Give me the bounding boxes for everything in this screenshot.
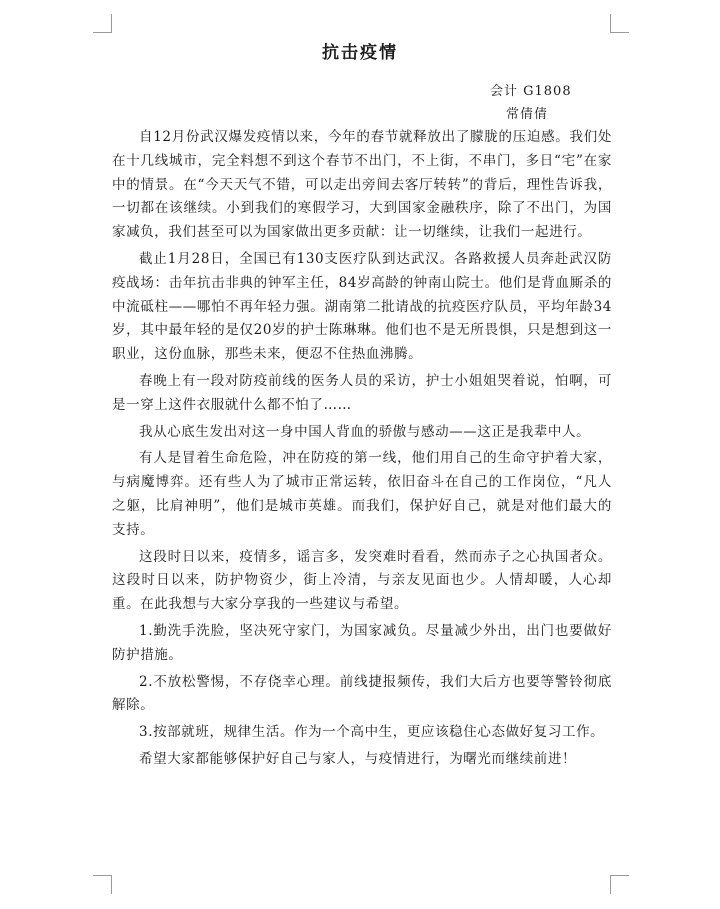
list-item: 1.勤洗手洗脸，坚决死守家门，为国家减负。尽量减少外出，出门也要做好防护措施。 bbox=[112, 622, 612, 663]
crop-mark-top-right bbox=[610, 14, 629, 33]
crop-mark-top-left bbox=[93, 14, 112, 33]
list-item: 2.不放松警惕，不存侥幸心理。前线捷报频传，我们大后方也要等警铃彻底解除。 bbox=[112, 673, 612, 714]
crop-mark-bottom-right bbox=[610, 875, 629, 894]
author-name: 常倩倩 bbox=[506, 107, 549, 122]
paragraph: 有人是冒着生命危险，冲在防疫的第一线，他们用自己的生命守护着大家，与病魔博弈。还有些人为了城市正常运转，依旧奋斗在自己的工作岗位，“凡人之躯，比肩神明”，他们是城市英雄。而我们，保护好自己，就是对他们最大的支持。 bbox=[112, 450, 612, 538]
paragraph: 截止1月28日，全国已有130支医疗队到达武汉。各路救援人员奔赴武汉防疫战场：击年抗击非典的钟军主任，84岁高龄的钟南山院士。他们是背血厮杀的中流砥柱——哪怕不再年轻力强。湖南第二批请战的抗疫医疗队员，平均年龄34岁，其中最年轻的是仅20岁的护士陈琳琳。他们也不是无所畏惧，只是想到这一职业，这份血脉，那些未来，便忍不住热血沸腾。 bbox=[112, 250, 612, 363]
paragraph: 春晚上有一段对防疫前线的医务人员的采访，护士小姐姐哭着说，怕啊，可是一穿上这件衣服就什么都不怕了…… bbox=[112, 372, 612, 413]
class-info: 会计 G1808 bbox=[490, 84, 572, 99]
document-body bbox=[112, 126, 612, 775]
closing-paragraph: 希望大家都能够保护好自己与家人，与疫情进行，为曙光而继续前进！ bbox=[139, 750, 577, 767]
paragraph: 我从心底生发出对这一身中国人背血的骄傲与感动——这正是我辈中人。 bbox=[139, 423, 591, 440]
list-item: 3.按部就班，规律生活。作为一个高中生，更应该稳住心态做好复习工作。 bbox=[139, 724, 605, 741]
crop-mark-bottom-left bbox=[93, 875, 112, 894]
paragraph: 自12月份武汉爆发疫情以来，今年的春节就释放出了朦胧的压迫感。我们处在十几线城市，完全料想不到这个春节不出门，不上街，不串门，多日“宅”在家中的情景。在“今天天气不错，可以走出旁间去客厅转转”的背后，理性告诉我，一切都在该继续。小到我们的寒假学习，大到国家金融秩序，除了不出门，为国家减负，我们甚至可以为国家做出更多贡献：让一切继续，让我们一起进行。 bbox=[112, 129, 612, 241]
paragraph: 这段时日以来，疫情多，谣言多，发突难时看看，然而赤子之心执国者众。这段时日以来，防护物资少，街上冷清，与亲友见面也少。人情却暖，人心却重。在此我想与大家分享我的一些建议与希望。 bbox=[112, 548, 612, 613]
document-title: 抗击疫情 bbox=[322, 43, 398, 63]
